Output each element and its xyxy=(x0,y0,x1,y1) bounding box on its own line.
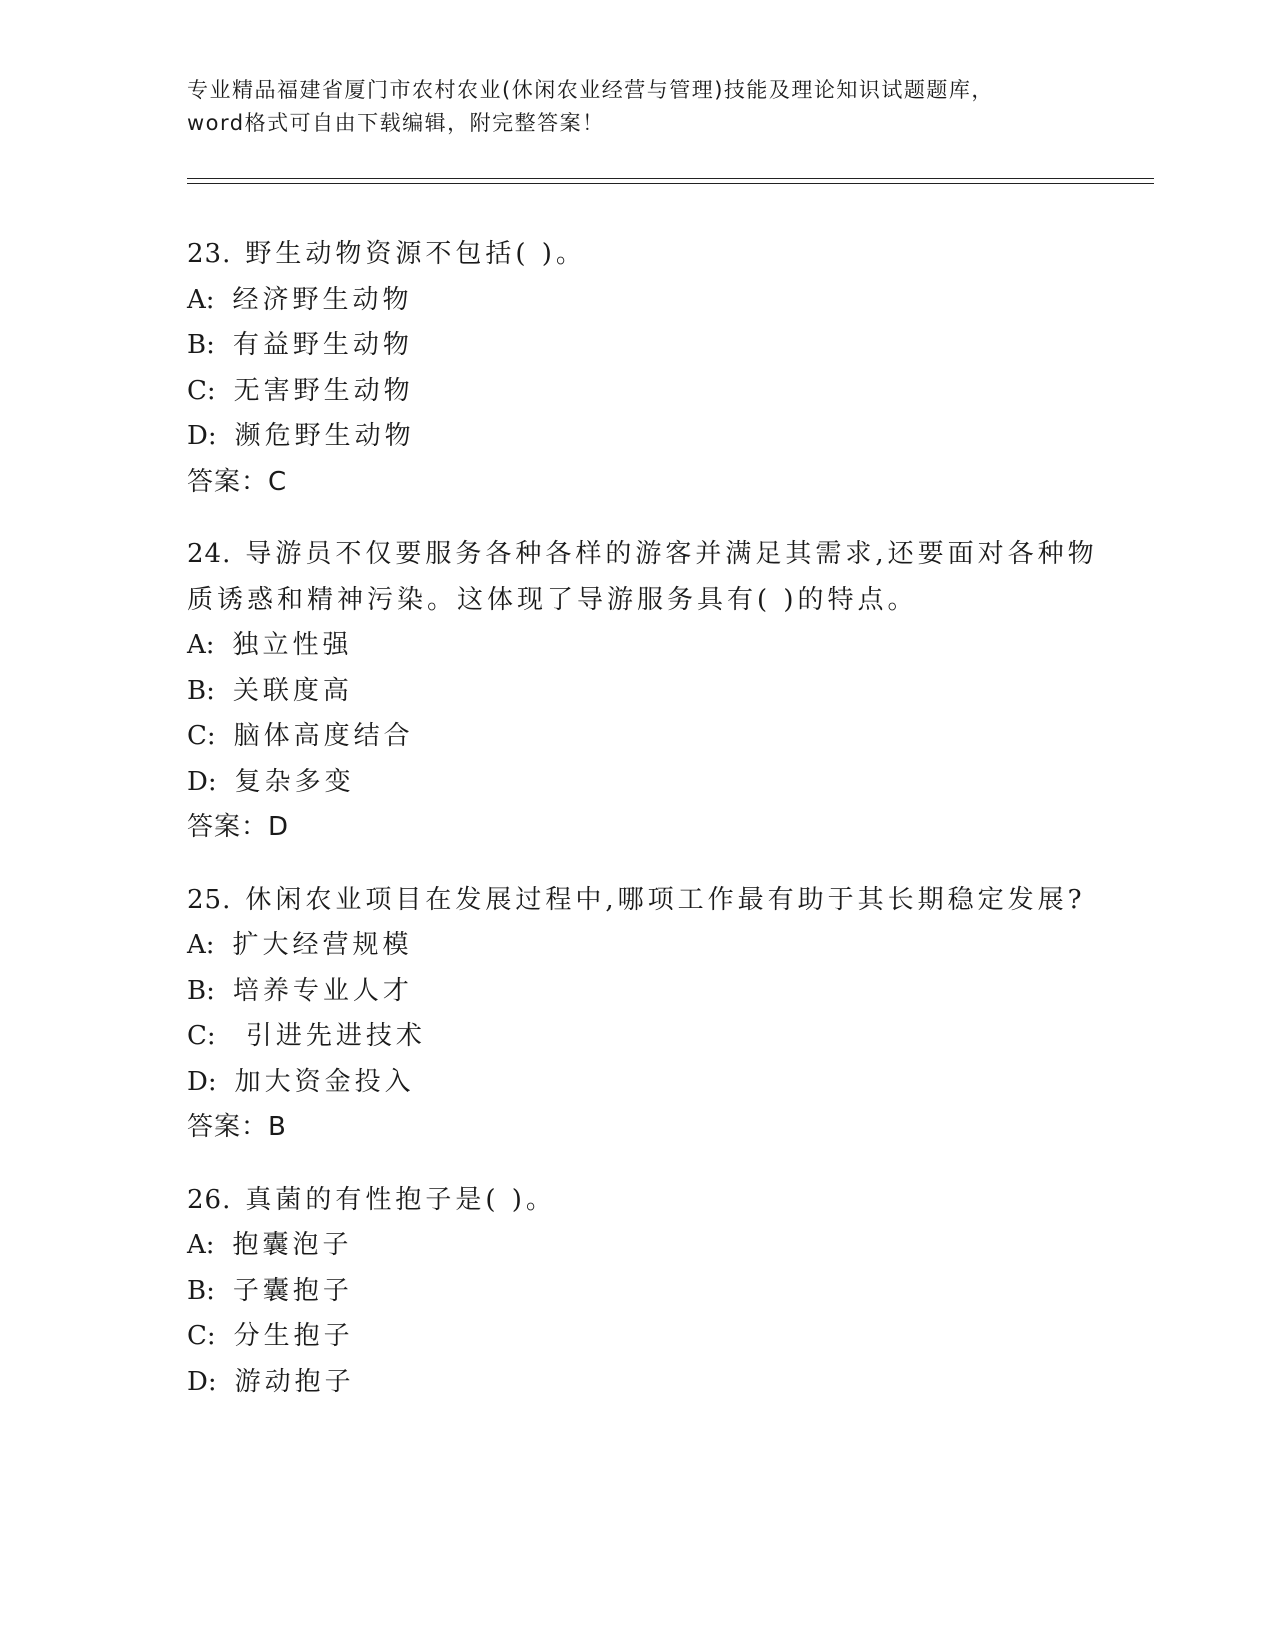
option-d xyxy=(187,760,1107,806)
option-a xyxy=(187,278,1107,324)
option-letter: C: xyxy=(187,721,216,751)
question-list xyxy=(187,232,1107,1432)
question-number: 23. xyxy=(187,239,232,269)
option-text: 分生抱子 xyxy=(233,1321,354,1351)
option-text: 无害野生动物 xyxy=(233,375,414,406)
question-text: 野生动物资源不包括( )。 xyxy=(245,239,586,269)
option-letter: D: xyxy=(187,1366,217,1397)
option-letter: A: xyxy=(187,1230,215,1260)
option-text: 关联度高 xyxy=(232,675,353,706)
option-c xyxy=(187,714,1107,760)
option-text: 经济野生动物 xyxy=(232,284,413,315)
question-stem xyxy=(187,878,1107,924)
option-b xyxy=(187,323,1107,369)
option-d xyxy=(187,414,1107,460)
question-text: 真菌的有性抱子是( )。 xyxy=(245,1184,556,1215)
option-text: 加大资金投入 xyxy=(234,1066,415,1097)
option-text: 濒危野生动物 xyxy=(234,421,415,451)
option-d xyxy=(187,1360,1107,1406)
option-a xyxy=(187,1223,1107,1269)
option-text: 独立性强 xyxy=(232,630,353,660)
option-text: 培养专业人才 xyxy=(232,975,413,1006)
question-number: 24. xyxy=(187,539,232,569)
header-rule-bottom xyxy=(187,183,1154,184)
document-header xyxy=(187,74,1087,140)
option-letter: C: xyxy=(187,1021,216,1051)
question-25 xyxy=(187,878,1107,1151)
option-a xyxy=(187,623,1107,669)
option-letter: B: xyxy=(187,1275,215,1306)
option-letter: D: xyxy=(187,421,217,451)
option-text: 有益野生动物 xyxy=(232,330,413,360)
option-text: 子囊抱子 xyxy=(232,1275,353,1306)
answer-label: 答案：B xyxy=(187,1112,287,1142)
option-letter: B: xyxy=(187,975,215,1006)
option-letter: A: xyxy=(187,930,215,960)
answer-label: 答案：C xyxy=(187,466,288,497)
option-b xyxy=(187,669,1107,715)
option-b xyxy=(187,969,1107,1015)
option-b xyxy=(187,1269,1107,1315)
option-letter: B: xyxy=(187,330,215,360)
header-rule-top xyxy=(187,178,1154,179)
answer-label: 答案：D xyxy=(187,812,290,842)
option-letter: A: xyxy=(187,284,215,315)
option-text: 引进先进技术 xyxy=(233,1021,426,1051)
question-stem xyxy=(187,232,1107,278)
option-letter: D: xyxy=(187,766,217,797)
header-line-1: 专业精品福建省厦门市农村农业(休闲农业经营与管理)技能及理论知识试题题库， xyxy=(187,78,994,102)
question-number: 25. xyxy=(187,884,232,915)
question-24 xyxy=(187,532,1107,851)
question-text: 休闲农业项目在发展过程中,哪项工作最有助于其长期稳定发展? xyxy=(245,884,1086,915)
option-text: 抱囊泡子 xyxy=(232,1230,353,1260)
question-number: 26. xyxy=(187,1184,232,1215)
option-letter: C: xyxy=(187,375,216,406)
option-text: 脑体高度结合 xyxy=(233,721,414,751)
option-c xyxy=(187,369,1107,415)
option-text: 扩大经营规模 xyxy=(232,930,413,960)
option-letter: D: xyxy=(187,1066,217,1097)
option-letter: A: xyxy=(187,630,215,660)
question-stem xyxy=(187,532,1107,623)
option-c xyxy=(187,1014,1107,1060)
option-c xyxy=(187,1314,1107,1360)
question-26 xyxy=(187,1178,1107,1406)
option-letter: C: xyxy=(187,1321,216,1351)
option-d xyxy=(187,1060,1107,1106)
option-text: 游动抱子 xyxy=(234,1366,355,1397)
option-a xyxy=(187,923,1107,969)
question-23 xyxy=(187,232,1107,505)
option-letter: B: xyxy=(187,675,215,706)
question-text: 导游员不仅要服务各种各样的游客并满足其需求,还要面对各种物质诱惑和精神污染。这体现了导游服务具有( )的特点。 xyxy=(187,539,1098,615)
option-text: 复杂多变 xyxy=(234,766,355,797)
question-stem xyxy=(187,1178,1107,1224)
header-line-2: word格式可自由下载编辑，附完整答案！ xyxy=(187,111,605,135)
